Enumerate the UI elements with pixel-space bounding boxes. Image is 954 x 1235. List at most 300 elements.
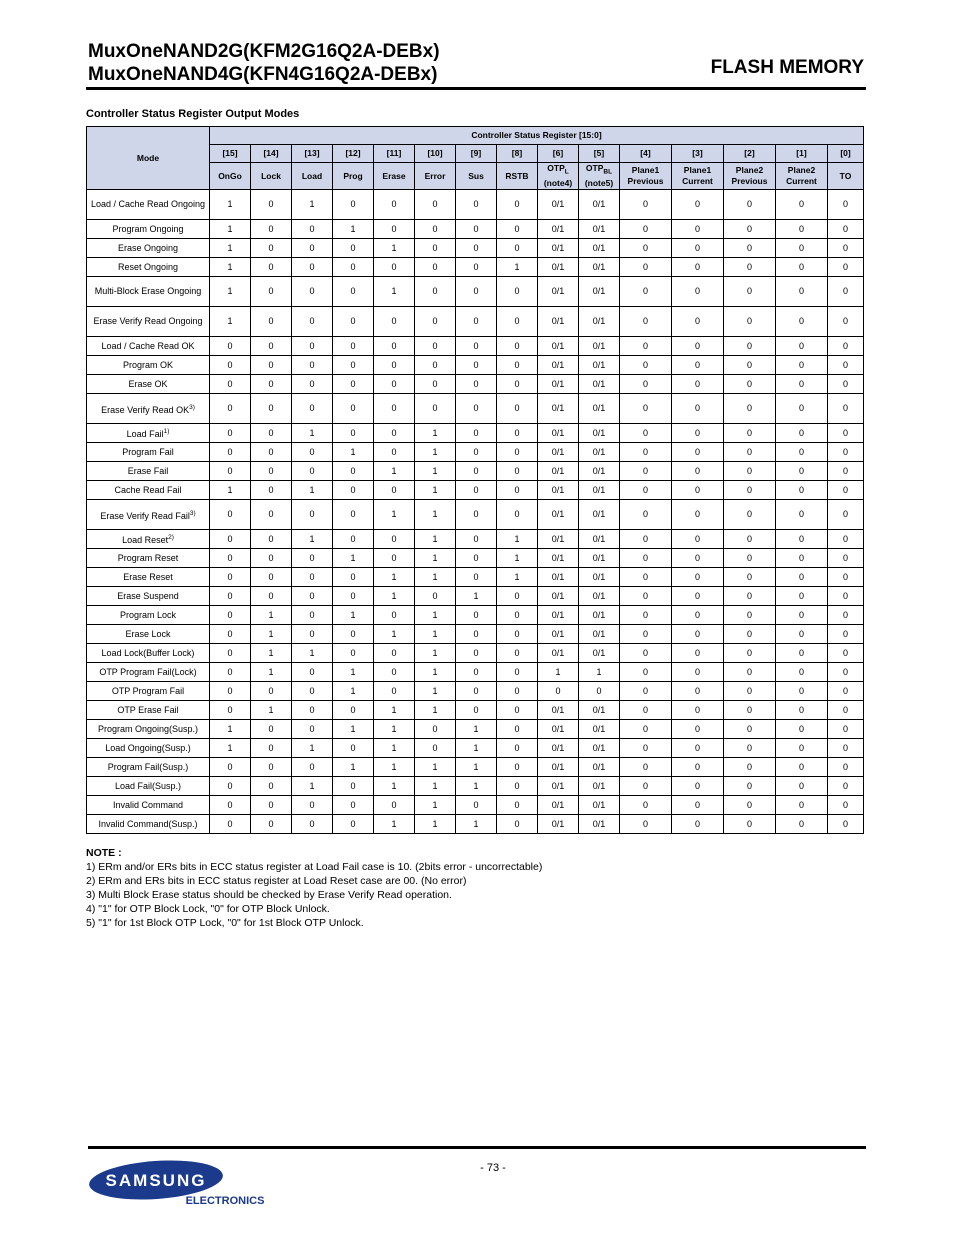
value-cell: 0 xyxy=(776,462,828,481)
value-cell: 0 xyxy=(251,239,292,258)
value-cell: 0 xyxy=(620,530,672,549)
value-cell: 0 xyxy=(620,701,672,720)
mode-cell xyxy=(87,644,210,663)
table-row xyxy=(87,307,864,337)
value-cell: 0 xyxy=(724,462,776,481)
value-cell: 0 xyxy=(251,394,292,424)
bit-name-header xyxy=(538,163,579,190)
mode-header: Mode xyxy=(87,127,210,190)
table-row xyxy=(87,739,864,758)
value-cell: 1 xyxy=(292,530,333,549)
mode-label: Program Ongoing(Susp.) xyxy=(97,723,199,734)
register-group-header: Controller Status Register [15:0] xyxy=(210,127,864,145)
bit-name-header xyxy=(579,163,620,190)
value-cell: 0 xyxy=(374,424,415,443)
bit-name: Load xyxy=(301,170,323,181)
value-cell: 0 xyxy=(333,394,374,424)
value-cell: 0 xyxy=(672,644,724,663)
value-cell: 0 xyxy=(292,375,333,394)
note-item: 2) ERm and ERs bits in ECC status register at Load Reset case are 00. (No error) xyxy=(86,875,467,887)
value-cell: 0 xyxy=(210,462,251,481)
value-cell: 0 xyxy=(620,739,672,758)
mode-label: OTP Erase Fail xyxy=(117,704,179,715)
value-cell: 0 xyxy=(620,258,672,277)
bit-name: Sus xyxy=(468,170,484,181)
value-cell: 0/1 xyxy=(579,481,620,500)
value-cell: 1 xyxy=(415,701,456,720)
table-row xyxy=(87,758,864,777)
value-cell: 0 xyxy=(620,587,672,606)
value-cell: 1 xyxy=(292,424,333,443)
value-cell: 0 xyxy=(333,530,374,549)
mode-label: Invalid Command xyxy=(112,799,184,810)
note-item: 3) Multi Block Erase status should be checked by Erase Verify Read operation. xyxy=(86,889,452,901)
value-cell: 0 xyxy=(374,394,415,424)
bit-name-line2: Current xyxy=(786,176,817,186)
footer-rule xyxy=(88,1146,866,1149)
value-cell: 0 xyxy=(210,815,251,834)
bit-name: OnGo xyxy=(218,170,242,181)
mode-label: Program Fail(Susp.) xyxy=(107,761,189,772)
bit-name: RSTB xyxy=(505,170,529,181)
value-cell: 0 xyxy=(210,394,251,424)
value-cell: 0 xyxy=(724,606,776,625)
table-row xyxy=(87,500,864,530)
value-cell: 0 xyxy=(620,337,672,356)
value-cell: 0 xyxy=(724,337,776,356)
table-row xyxy=(87,606,864,625)
mode-cell xyxy=(87,220,210,239)
value-cell: 1 xyxy=(292,777,333,796)
value-cell: 0/1 xyxy=(579,258,620,277)
value-cell: 0 xyxy=(776,549,828,568)
value-cell: 0 xyxy=(776,500,828,530)
value-cell: 0 xyxy=(672,701,724,720)
value-cell: 0 xyxy=(210,530,251,549)
value-cell: 0 xyxy=(620,682,672,701)
value-cell: 0 xyxy=(292,663,333,682)
value-cell: 0 xyxy=(776,701,828,720)
header-product-type: FLASH MEMORY xyxy=(710,57,864,78)
value-cell: 0/1 xyxy=(538,337,579,356)
value-cell: 1 xyxy=(210,307,251,337)
value-cell: 0 xyxy=(776,190,828,220)
value-cell: 0 xyxy=(333,375,374,394)
table-row xyxy=(87,625,864,644)
value-cell: 0 xyxy=(497,394,538,424)
mode-cell xyxy=(87,625,210,644)
value-cell: 0 xyxy=(251,796,292,815)
value-cell: 1 xyxy=(333,443,374,462)
mode-label: Load / Cache Read Ongoing xyxy=(90,199,206,209)
value-cell: 0 xyxy=(776,530,828,549)
bit-name-header xyxy=(251,163,292,190)
value-cell: 0 xyxy=(251,337,292,356)
value-cell: 0 xyxy=(724,701,776,720)
value-cell: 0 xyxy=(828,739,864,758)
mode-label: Erase Verify Read OK xyxy=(101,404,190,415)
value-cell: 1 xyxy=(210,239,251,258)
value-cell: 0 xyxy=(415,356,456,375)
value-cell: 0 xyxy=(672,375,724,394)
value-cell: 0/1 xyxy=(579,462,620,481)
mode-cell xyxy=(87,758,210,777)
value-cell: 0 xyxy=(210,356,251,375)
value-cell: 0 xyxy=(374,337,415,356)
value-cell: 0 xyxy=(620,443,672,462)
value-cell: 0 xyxy=(620,462,672,481)
value-cell: 0 xyxy=(828,277,864,307)
value-cell: 0 xyxy=(672,587,724,606)
table-row xyxy=(87,443,864,462)
mode-cell xyxy=(87,190,210,220)
bit-name-line2: Current xyxy=(682,176,713,186)
title-line-1: MuxOneNAND2G(KFM2G16Q2A-DEBx) xyxy=(88,41,440,62)
value-cell: 0 xyxy=(776,815,828,834)
value-cell: 0 xyxy=(497,239,538,258)
value-cell: 0 xyxy=(456,568,497,587)
value-cell: 0 xyxy=(828,777,864,796)
value-cell: 0 xyxy=(251,758,292,777)
mode-cell xyxy=(87,443,210,462)
value-cell: 0 xyxy=(828,701,864,720)
value-cell: 0 xyxy=(620,394,672,424)
table-row xyxy=(87,587,864,606)
value-cell: 0 xyxy=(828,682,864,701)
value-cell: 0/1 xyxy=(579,815,620,834)
value-cell: 0 xyxy=(724,587,776,606)
value-cell: 0 xyxy=(776,394,828,424)
value-cell: 0 xyxy=(456,625,497,644)
value-cell: 1 xyxy=(415,796,456,815)
value-cell: 0 xyxy=(251,500,292,530)
mode-cell xyxy=(87,375,210,394)
value-cell: 0/1 xyxy=(579,424,620,443)
value-cell: 0 xyxy=(776,568,828,587)
value-cell: 0/1 xyxy=(538,644,579,663)
value-cell: 0 xyxy=(497,356,538,375)
value-cell: 0 xyxy=(776,663,828,682)
value-cell: 0 xyxy=(251,815,292,834)
value-cell: 0 xyxy=(333,277,374,307)
value-cell: 0 xyxy=(292,337,333,356)
value-cell: 0 xyxy=(374,530,415,549)
value-cell: 0/1 xyxy=(538,424,579,443)
mode-label: Erase Reset xyxy=(123,571,173,582)
value-cell: 0 xyxy=(374,307,415,337)
value-cell: 1 xyxy=(251,625,292,644)
bit-header: [2] xyxy=(724,145,776,163)
value-cell: 0 xyxy=(456,500,497,530)
value-cell: 0 xyxy=(828,394,864,424)
value-cell: 0 xyxy=(538,682,579,701)
value-cell: 1 xyxy=(333,682,374,701)
value-cell: 0 xyxy=(497,500,538,530)
mode-cell xyxy=(87,277,210,307)
value-cell: 0 xyxy=(210,625,251,644)
value-cell: 0 xyxy=(374,549,415,568)
value-cell: 0 xyxy=(251,190,292,220)
bit-name-header xyxy=(415,163,456,190)
value-cell: 0 xyxy=(828,190,864,220)
document-title xyxy=(88,40,440,86)
table-row xyxy=(87,530,864,549)
mode-cell xyxy=(87,337,210,356)
value-cell: 0 xyxy=(724,307,776,337)
value-cell: 0/1 xyxy=(538,701,579,720)
value-cell: 0/1 xyxy=(538,606,579,625)
bit-name-header xyxy=(374,163,415,190)
value-cell: 1 xyxy=(415,443,456,462)
samsung-logo xyxy=(88,1160,268,1215)
value-cell: 0 xyxy=(672,258,724,277)
value-cell: 1 xyxy=(374,239,415,258)
value-cell: 0 xyxy=(724,394,776,424)
value-cell: 0 xyxy=(620,239,672,258)
value-cell: 0 xyxy=(672,394,724,424)
value-cell: 0 xyxy=(210,682,251,701)
mode-cell xyxy=(87,530,210,549)
value-cell: 0 xyxy=(333,815,374,834)
value-cell: 1 xyxy=(374,277,415,307)
mode-label: Load Reset xyxy=(122,535,169,545)
value-cell: 0/1 xyxy=(579,549,620,568)
value-cell: 0 xyxy=(292,720,333,739)
value-cell: 0/1 xyxy=(579,337,620,356)
value-cell: 0/1 xyxy=(579,625,620,644)
value-cell: 0 xyxy=(724,239,776,258)
value-cell: 0 xyxy=(415,190,456,220)
value-cell: 0/1 xyxy=(538,220,579,239)
bit-name-header xyxy=(776,163,828,190)
value-cell: 1 xyxy=(374,777,415,796)
notes-list xyxy=(86,860,542,930)
value-cell: 0 xyxy=(672,190,724,220)
value-cell: 0/1 xyxy=(579,587,620,606)
value-cell: 1 xyxy=(210,481,251,500)
value-cell: 0 xyxy=(776,644,828,663)
value-cell: 0 xyxy=(251,443,292,462)
value-cell: 0 xyxy=(292,443,333,462)
value-cell: 0 xyxy=(292,625,333,644)
mode-cell xyxy=(87,587,210,606)
value-cell: 1 xyxy=(497,258,538,277)
value-cell: 0 xyxy=(776,375,828,394)
value-cell: 0/1 xyxy=(538,277,579,307)
table-row xyxy=(87,356,864,375)
value-cell: 0 xyxy=(828,758,864,777)
bit-header: [15] xyxy=(210,145,251,163)
value-cell: 0 xyxy=(724,530,776,549)
value-cell: 0 xyxy=(620,796,672,815)
value-cell: 0 xyxy=(210,568,251,587)
value-cell: 0 xyxy=(333,190,374,220)
value-cell: 0 xyxy=(374,682,415,701)
value-cell: 0/1 xyxy=(538,375,579,394)
mode-cell xyxy=(87,701,210,720)
value-cell: 0 xyxy=(333,644,374,663)
mode-cell xyxy=(87,606,210,625)
value-cell: 0 xyxy=(292,701,333,720)
bit-name-subscript: L xyxy=(564,168,569,176)
value-cell: 0/1 xyxy=(579,394,620,424)
value-cell: 0 xyxy=(497,701,538,720)
value-cell: 0 xyxy=(497,720,538,739)
value-cell: 0 xyxy=(672,239,724,258)
value-cell: 1 xyxy=(374,739,415,758)
value-cell: 0 xyxy=(333,239,374,258)
value-cell: 0 xyxy=(672,220,724,239)
value-cell: 0 xyxy=(776,277,828,307)
value-cell: 0 xyxy=(724,277,776,307)
value-cell: 0/1 xyxy=(579,530,620,549)
value-cell: 1 xyxy=(456,777,497,796)
value-cell: 0 xyxy=(210,701,251,720)
value-cell: 0/1 xyxy=(579,500,620,530)
value-cell: 1 xyxy=(456,739,497,758)
value-cell: 0 xyxy=(251,568,292,587)
bit-header: [14] xyxy=(251,145,292,163)
value-cell: 0/1 xyxy=(579,796,620,815)
header-row-group xyxy=(87,127,864,145)
value-cell: 0 xyxy=(672,356,724,375)
value-cell: 0 xyxy=(828,625,864,644)
value-cell: 0 xyxy=(497,307,538,337)
bit-name-header xyxy=(456,163,497,190)
value-cell: 0 xyxy=(776,424,828,443)
value-cell: 1 xyxy=(333,720,374,739)
value-cell: 1 xyxy=(415,663,456,682)
value-cell: 0/1 xyxy=(538,258,579,277)
value-cell: 1 xyxy=(210,190,251,220)
value-cell: 0 xyxy=(456,239,497,258)
value-cell: 1 xyxy=(415,777,456,796)
value-cell: 0 xyxy=(724,720,776,739)
value-cell: 0 xyxy=(374,443,415,462)
samsung-logo-graphic xyxy=(88,1160,268,1210)
value-cell: 0/1 xyxy=(579,701,620,720)
value-cell: 0 xyxy=(292,587,333,606)
value-cell: 0 xyxy=(292,307,333,337)
mode-label: Program Reset xyxy=(117,552,179,563)
value-cell: 0 xyxy=(210,663,251,682)
value-cell: 1 xyxy=(210,720,251,739)
bit-name-line2: Previous xyxy=(627,176,664,186)
bit-name: Erase xyxy=(382,170,406,181)
value-cell: 0 xyxy=(776,239,828,258)
value-cell: 0 xyxy=(374,220,415,239)
value-cell: 0 xyxy=(333,356,374,375)
table-row xyxy=(87,481,864,500)
mode-cell xyxy=(87,568,210,587)
value-cell: 0 xyxy=(828,606,864,625)
value-cell: 0 xyxy=(672,663,724,682)
mode-label: Erase OK xyxy=(128,378,168,389)
value-cell: 0 xyxy=(415,720,456,739)
value-cell: 1 xyxy=(415,758,456,777)
value-cell: 0 xyxy=(292,394,333,424)
value-cell: 0 xyxy=(333,481,374,500)
value-cell: 0 xyxy=(251,549,292,568)
value-cell: 0 xyxy=(374,663,415,682)
value-cell: 0 xyxy=(415,307,456,337)
value-cell: 0 xyxy=(292,258,333,277)
value-cell: 1 xyxy=(292,190,333,220)
value-cell: 0/1 xyxy=(579,777,620,796)
value-cell: 0 xyxy=(497,682,538,701)
value-cell: 0 xyxy=(497,337,538,356)
value-cell: 0 xyxy=(776,682,828,701)
bit-header: [5] xyxy=(579,145,620,163)
bit-header: [12] xyxy=(333,145,374,163)
value-cell: 0 xyxy=(828,462,864,481)
value-cell: 0 xyxy=(776,739,828,758)
value-cell: 0 xyxy=(497,758,538,777)
value-cell: 0 xyxy=(415,375,456,394)
value-cell: 1 xyxy=(374,720,415,739)
value-cell: 0/1 xyxy=(579,758,620,777)
bit-name-note: (note5) xyxy=(584,177,614,188)
bit-name-line2: Previous xyxy=(731,176,768,186)
value-cell: 0 xyxy=(776,606,828,625)
value-cell: 0 xyxy=(415,739,456,758)
value-cell: 0 xyxy=(456,258,497,277)
value-cell: 0/1 xyxy=(538,481,579,500)
note-item: 4) "1" for OTP Block Lock, "0" for OTP Block Unlock. xyxy=(86,903,330,915)
value-cell: 1 xyxy=(374,758,415,777)
value-cell: 1 xyxy=(538,663,579,682)
value-cell: 0 xyxy=(374,796,415,815)
value-cell: 0 xyxy=(724,190,776,220)
table-row xyxy=(87,777,864,796)
value-cell: 0 xyxy=(497,220,538,239)
bit-name-header xyxy=(292,163,333,190)
value-cell: 0 xyxy=(828,815,864,834)
value-cell: 0 xyxy=(456,424,497,443)
value-cell: 0 xyxy=(724,644,776,663)
bit-name-header xyxy=(672,163,724,190)
table-row xyxy=(87,375,864,394)
value-cell: 0 xyxy=(776,443,828,462)
value-cell: 0/1 xyxy=(538,443,579,462)
value-cell: 0 xyxy=(724,815,776,834)
value-cell: 0 xyxy=(497,443,538,462)
value-cell: 1 xyxy=(415,644,456,663)
value-cell: 0 xyxy=(579,682,620,701)
value-cell: 1 xyxy=(292,739,333,758)
bit-header: [11] xyxy=(374,145,415,163)
mode-cell xyxy=(87,739,210,758)
value-cell: 0 xyxy=(497,796,538,815)
value-cell: 0 xyxy=(292,796,333,815)
value-cell: 0 xyxy=(672,568,724,587)
table-row xyxy=(87,682,864,701)
value-cell: 0 xyxy=(251,462,292,481)
table-row xyxy=(87,394,864,424)
value-cell: 0 xyxy=(333,701,374,720)
value-cell: 0 xyxy=(456,462,497,481)
value-cell: 0 xyxy=(672,758,724,777)
value-cell: 0 xyxy=(456,337,497,356)
mode-label: Invalid Command(Susp.) xyxy=(98,818,198,829)
value-cell: 0 xyxy=(210,424,251,443)
value-cell: 0 xyxy=(374,644,415,663)
value-cell: 0 xyxy=(724,500,776,530)
value-cell: 0 xyxy=(456,682,497,701)
value-cell: 0 xyxy=(620,481,672,500)
value-cell: 0 xyxy=(251,682,292,701)
value-cell: 0 xyxy=(497,739,538,758)
